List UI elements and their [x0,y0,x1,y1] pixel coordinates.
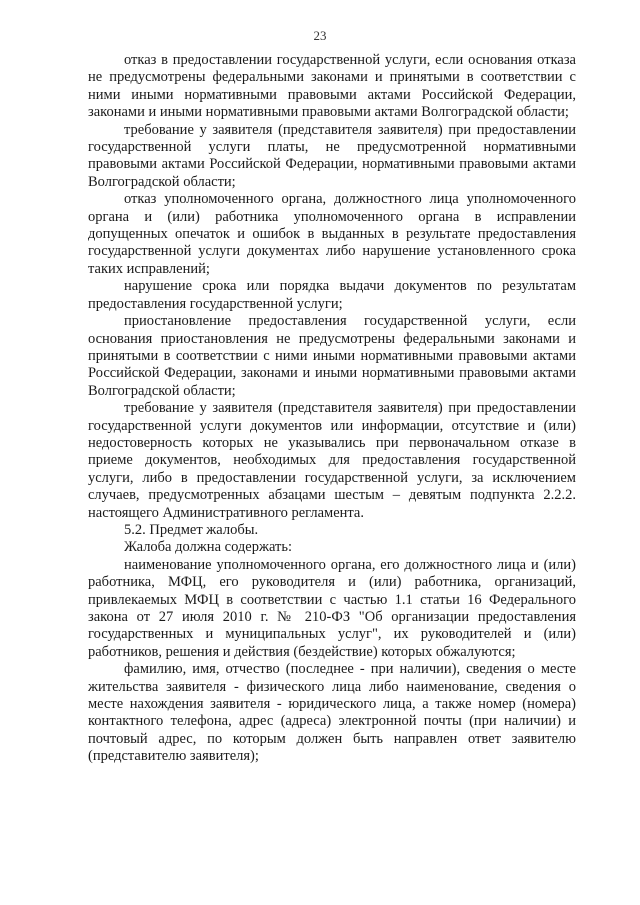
paragraph: Жалоба должна содержать: [124,539,293,556]
paragraph: отказ в предоставлении государственной услуги, если основания отказа не предусмотрены федеральными законами и принятыми в соответствии с ними иными нормативными правовыми актами Российской Федерации, законами и иными нормативными правовыми актами Волгоградской области; [88,52,576,121]
section-heading: 5.2. Предмет жалобы. [124,521,259,538]
paragraph: отказ уполномоченного органа, должностного лица уполномоченного органа и (или) работника уполномоченного органа в исправлении допущенных опечаток и ошибок в выданных в результате предоставления государственной услуги документах либо нарушение установленного срока таких исправлений; [88,191,576,277]
paragraph: требование у заявителя (представителя заявителя) при предоставлении государственной услуги платы, не предусмотренной нормативными правовыми актами Российской Федерации, нормативными правовыми актами Волгоградской области; [88,121,576,190]
paragraph: фамилию, имя, отчество (последнее - при наличии), сведения о месте жительства заявителя - физического лица либо наименование, сведения о месте нахождения заявителя - юридического лица, а также номер (номера) контактного телефона, адрес (адреса) электронной почты (при наличии) и почтовый адрес, по которым должен быть направлен ответ заявителю (представителю заявителя); [88,661,576,765]
page-number: 23 [313,28,327,43]
paragraph: наименование уполномоченного органа, его должностного лица и (или) работника, МФЦ, его руководителя и (или) работника, организаций, привлекаемых МФЦ в соответствии с частью 1.1 статьи 16 Федерального закона от 27 июля 2010 г. № 210-ФЗ "Об организации предоставления государственных и муниципальных услуг", их руководителей и (или) работников, решения и действия (бездействие) которых обжалуются; [88,556,576,660]
paragraph: приостановление предоставления государственной услуги, если основания приостановления не предусмотрены федеральными законами и принятыми в соответствии с ними иными нормативными правовыми актами Российской Федерации, законами и иными нормативными правовыми актами Волгоградской области; [88,313,576,399]
paragraph: нарушение срока или порядка выдачи документов по результатам предоставления государственной услуги; [88,278,576,312]
document-body [88,52,576,766]
paragraph: требование у заявителя (представителя заявителя) при предоставлении государственной услуги документов или информации, отсутствие и (или) недостоверность которых не указывались при первоначальном отказе в приеме документов, необходимых для предоставления государственной услуги, либо в предоставлении государственной услуги, за исключением случаев, предусмотренных абзацами шестым – девятым подпункта 2.2.2. настоящего Административного регламента. [88,400,576,521]
